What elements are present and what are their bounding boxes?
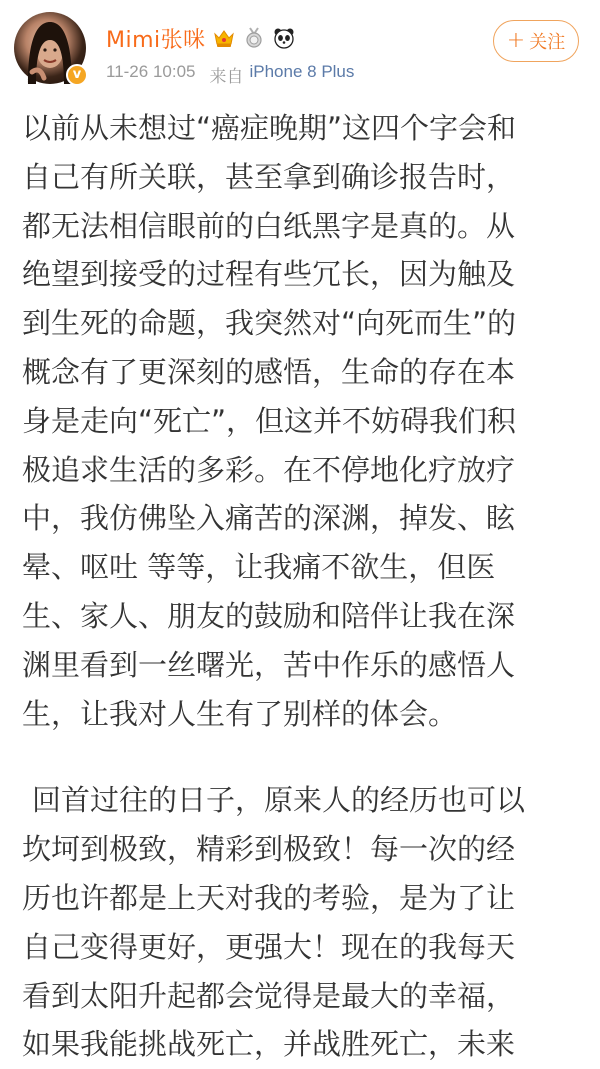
source-device-link[interactable]: iPhone 8 Plus	[249, 62, 355, 81]
follow-button-label: 关注	[529, 32, 566, 53]
text-line: 以前从未想过“癌症晚期”这四个字会和	[22, 111, 517, 145]
source-label: 来自	[209, 67, 244, 86]
text-line: 回首过往的日子，原来人的经历也可以	[32, 783, 526, 818]
plus-icon: +	[506, 28, 526, 53]
text-line: 中，我仿佛坠入痛苦的深渊，掉发、眩	[22, 501, 516, 536]
text-line: 历也许都是上天对我的考验，是为了让	[22, 880, 516, 915]
paragraph-spacer	[22, 738, 587, 776]
verified-badge-icon: v	[66, 64, 88, 86]
text-line: 绝望到接受的过程有些冗长，因为触及	[22, 257, 516, 292]
text-line: 如果我能挑战死亡，并战胜死亡，未来	[22, 1027, 516, 1062]
post-body[interactable]	[22, 104, 587, 1069]
paragraph-2	[22, 776, 587, 1069]
text-line: 概念有了更深刻的感悟，生命的存在本	[22, 354, 516, 389]
text-line: 身是走向“死亡”，但这并不妨碍我们积	[22, 403, 517, 438]
text-line: 看到太阳升起都会觉得是最大的幸福，	[22, 978, 516, 1013]
author-name-row	[106, 22, 296, 54]
text-line: 晕、呕吐 等等，让我痛不欲生，但医	[22, 550, 496, 585]
text-line: 自己有所关联，甚至拿到确诊报告时，	[22, 159, 516, 194]
text-line: 生、家人、朋友的鼓励和陪伴让我在深	[22, 598, 516, 633]
text-line: 极追求生活的多彩。在不停地化疗放疗	[22, 452, 516, 487]
text-line: 坎坷到极致，精彩到极致！每一次的经	[22, 832, 516, 867]
post-meta	[106, 62, 354, 87]
author-name[interactable]: Mimi张咪	[106, 27, 206, 53]
avatar[interactable]	[14, 12, 86, 84]
post-timestamp: 11-26 10:05	[106, 62, 196, 81]
text-line: 到生死的命题，我突然对“向死而生”的	[22, 306, 517, 341]
paragraph-1	[22, 104, 587, 738]
panda-badge-icon[interactable]	[272, 26, 296, 50]
text-line: 生，让我对人生有了别样的体会。	[22, 696, 458, 731]
text-line: 都无法相信眼前的白纸黑字是真的。从	[22, 208, 516, 243]
crown-vip-badge-icon[interactable]	[212, 26, 236, 50]
medal-badge-icon[interactable]	[242, 26, 266, 50]
post-header	[0, 0, 600, 100]
text-line: 自己变得更好，更强大！现在的我每天	[22, 929, 516, 964]
text-line: 渊里看到一丝曙光，苦中作乐的感悟人	[22, 647, 516, 682]
follow-button[interactable]	[493, 20, 579, 62]
